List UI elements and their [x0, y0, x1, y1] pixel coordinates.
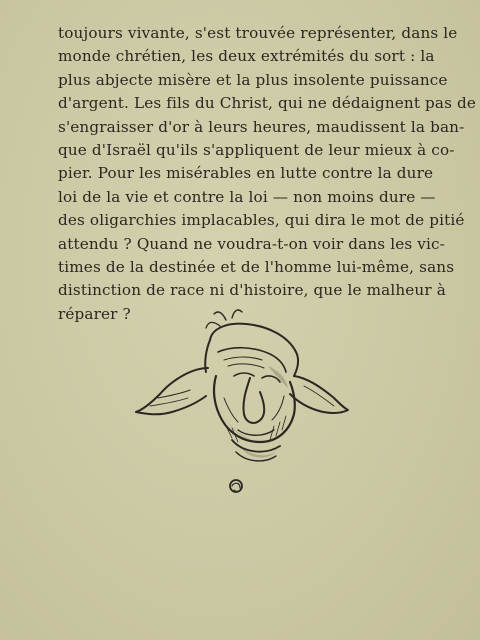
text-line: attendu ? Quand ne voudra-t-on voir dans les vic-	[58, 234, 445, 253]
text-line: toujours vivante, s'est trouvée représenter, dans le	[58, 24, 458, 42]
text-line: plus abjecte misère et la plus insolente puissance	[58, 70, 448, 89]
text-line: que d'Israël qu'ils s'appliquent de leur mieux à co-	[58, 140, 455, 159]
body-text	[58, 22, 477, 326]
text-line: réparer ?	[58, 304, 131, 323]
caricature-head-illustration	[128, 306, 356, 502]
text-line: pier. Pour les misérables en lutte contre la dure	[58, 164, 434, 183]
text-line: des oligarchies implacables, qui dira le mot de pitié	[58, 211, 465, 230]
text-line: loi de la vie et contre la loi — non moins dure —	[58, 187, 436, 206]
text-line: times de la destinée et de l'homme lui-même, sans	[58, 257, 455, 276]
text-line: distinction de race ni d'histoire, que le malheur à	[58, 281, 446, 300]
text-line: monde chrétien, les deux extrémités du sort : la	[58, 47, 435, 66]
text-line: s'engraisser d'or à leurs heures, maudissent la ban-	[58, 117, 465, 136]
text-line: d'argent. Les fils du Christ, qui ne dédaignent pas de	[58, 94, 477, 113]
